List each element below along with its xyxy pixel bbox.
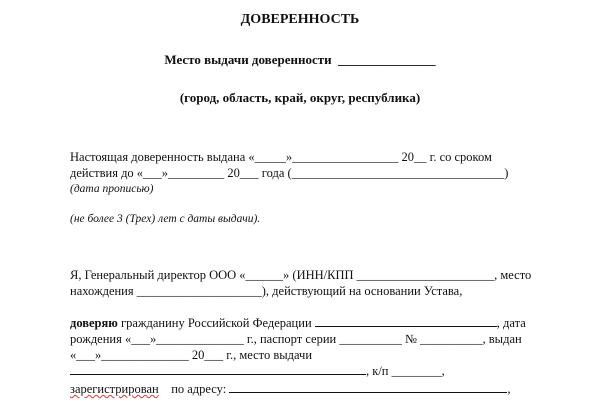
registered-word: зарегистрирован [70,382,159,396]
trust-line-1 [70,316,526,331]
principal-line-1: Я, Генеральный директор ООО «______» (ИНН/КПП ______________________, место [70,268,532,282]
trust-line-3: «___»______________ 20___ г., место выдачи [70,348,313,362]
trust-word: доверяю [70,316,118,330]
trust-line-2: рождения «___»______________ г., паспорт серии __________ № __________, выдан [70,332,522,346]
trust-line-1-tail: , дата [496,316,526,330]
validity-line-1: Настоящая доверенность выдана «_____»_________________ 20__ г. со сроком [70,150,492,164]
registration-line [70,382,510,397]
limit-note: (не более 3 (Трех) лет с даты выдачи). [70,213,261,225]
principal-line-2: нахождения ____________________), действующий на основании Устава, [70,284,463,298]
date-hint: (дата прописью) [70,183,154,195]
citizen-name-blank [315,326,497,327]
validity-line-2: действия до «___»_________ 20___ года (__________________________________) [70,166,509,180]
issue-place-hint: (город, область, край, округ, республика) [179,90,421,105]
trust-line-4-tail: , к/п ________, [366,364,445,378]
document-title: ДОВЕРЕННОСТЬ [240,12,360,27]
address-blank [229,392,507,393]
trust-line-4 [70,364,445,379]
registration-tail: , [507,382,511,396]
trust-line-1-text: гражданину Российской Федерации [117,316,312,330]
issuer-blank [70,374,366,375]
registration-address-label: по адресу: [158,382,230,396]
issue-place-label: Место выдачи доверенности _______________ [164,52,436,67]
